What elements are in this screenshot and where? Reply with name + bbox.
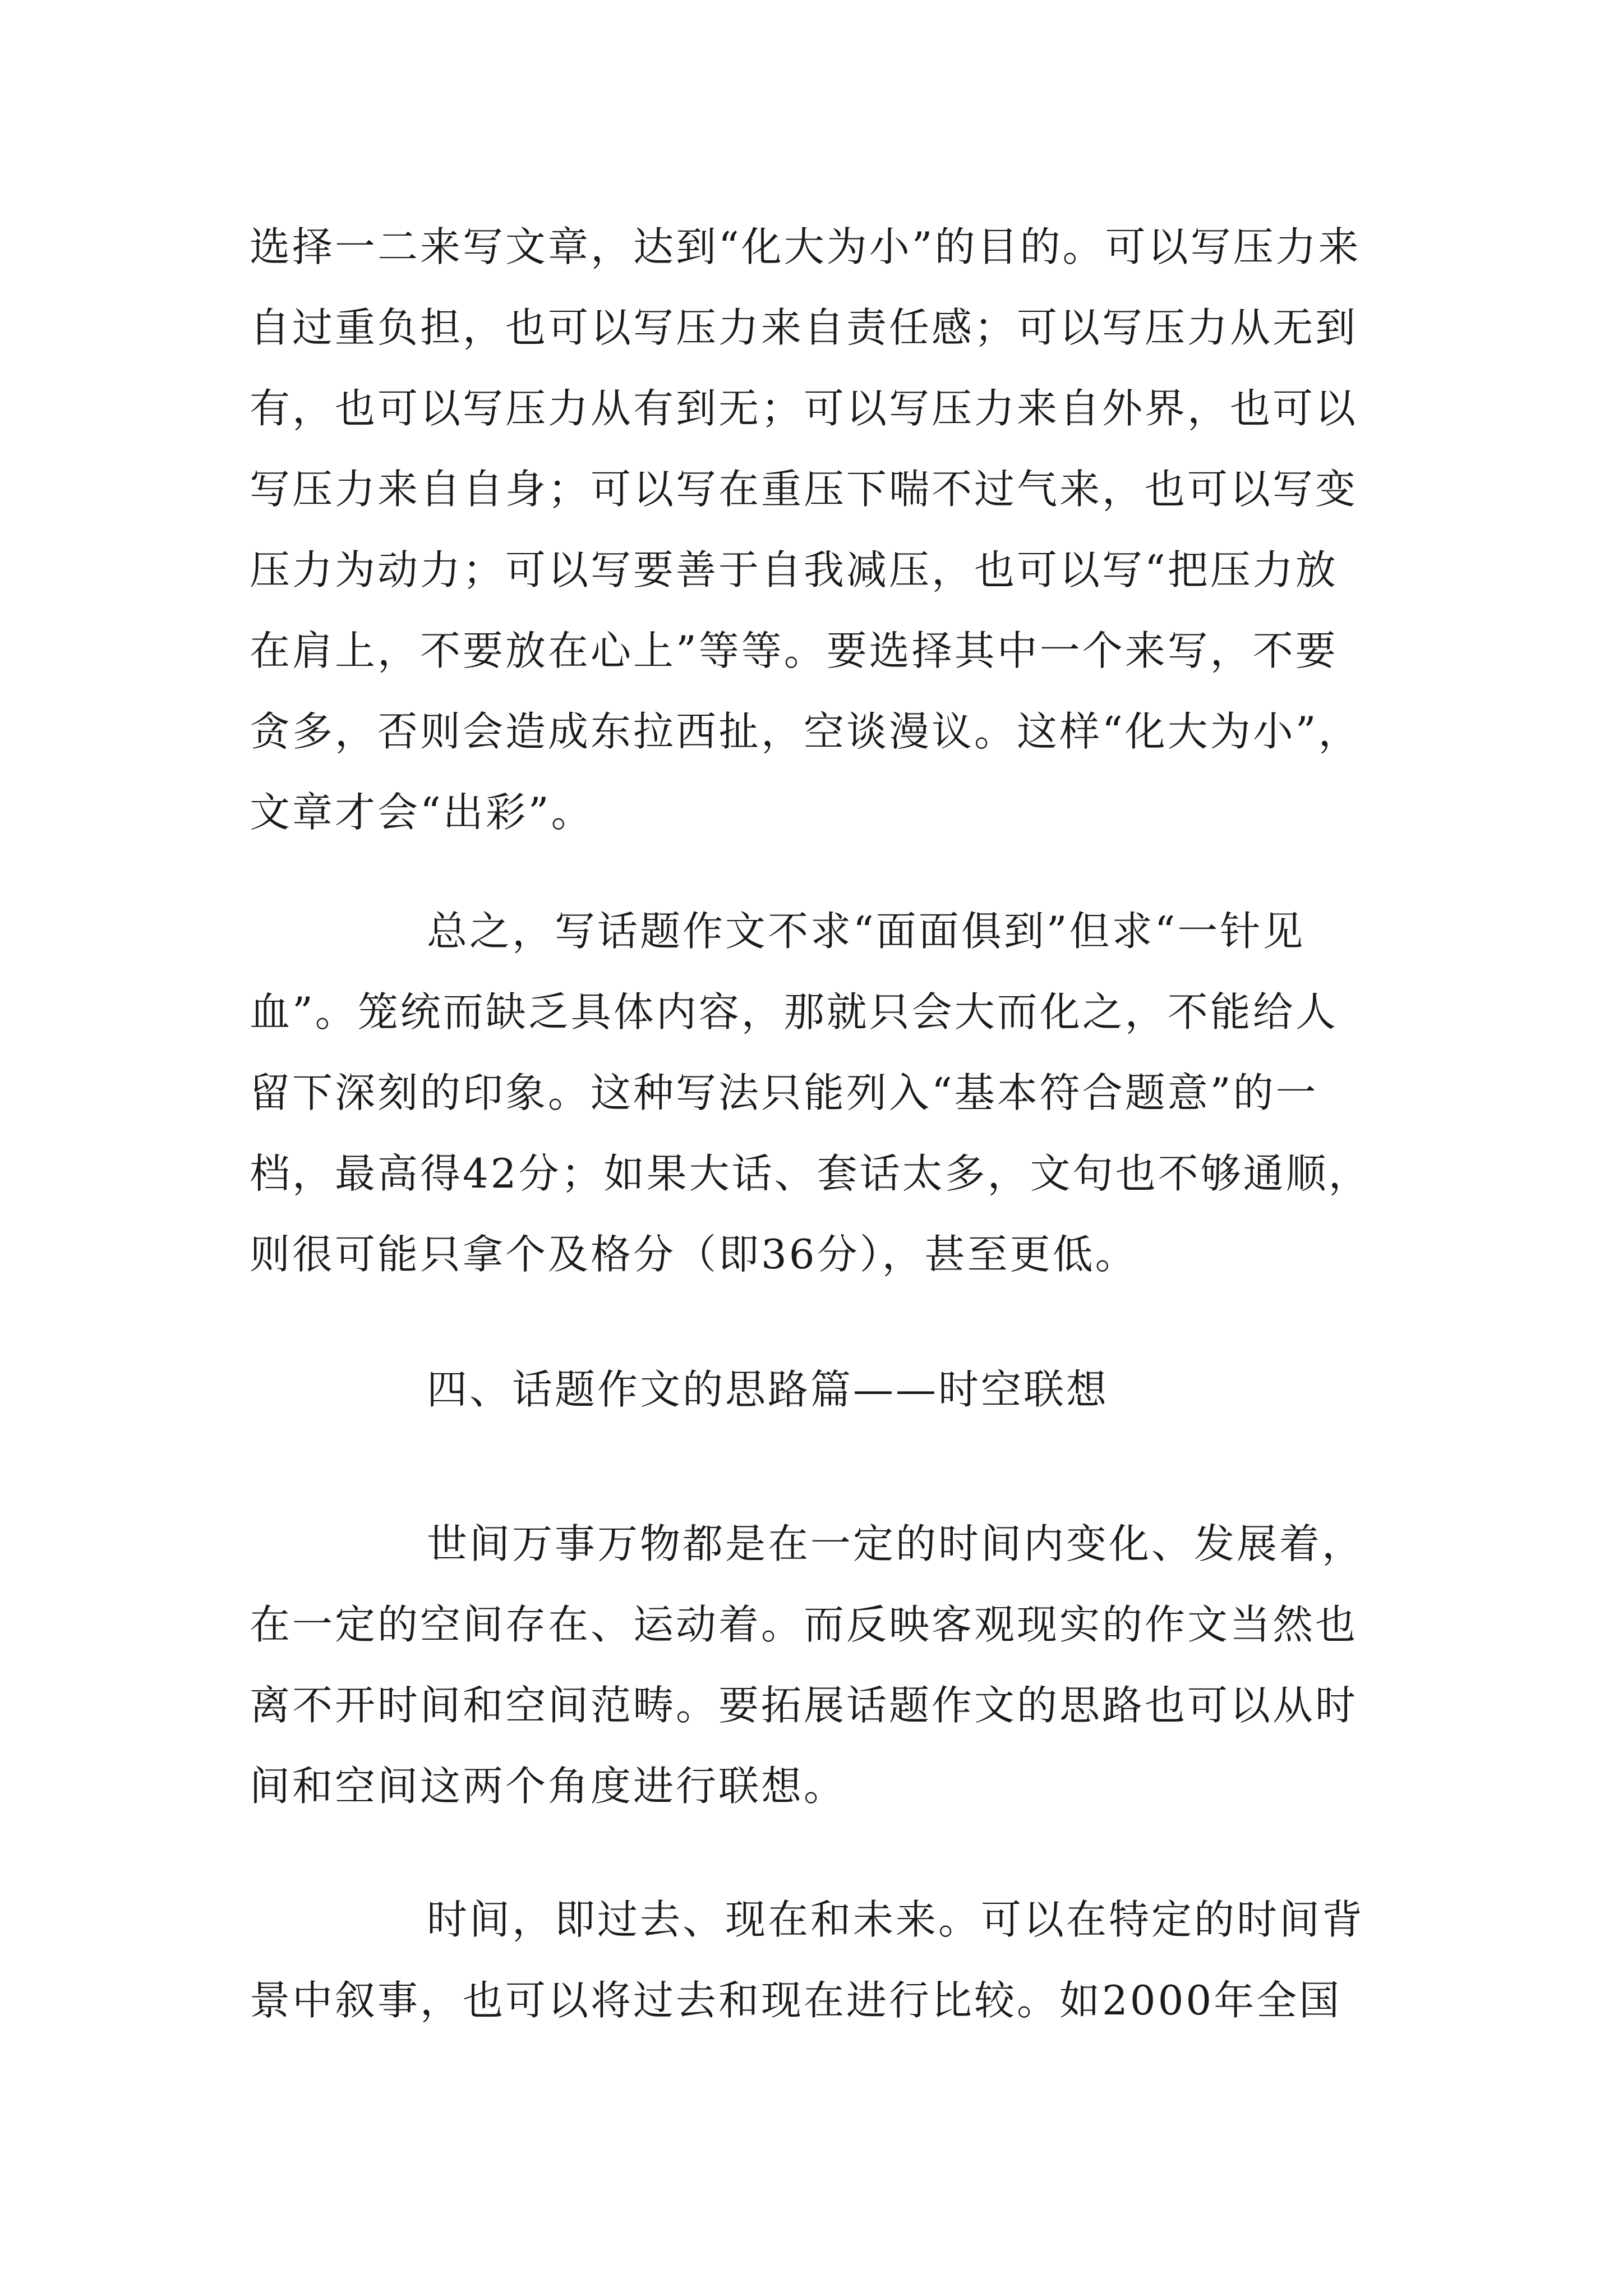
paragraph-space-time: 世间万事万物都是在一定的时间内变化、发展着，在一定的空间存在、运动着。而反映客观现实的作文当然也离不开时间和空间范畴。要拓展话题作文的思路也可以从时间和空间这两个角度进行联想。: [250, 1520, 1365, 1810]
paragraph-summary: 总之，写话题作文不求“面面俱到”但求“一针见血”。笼统而缺乏具体内容，那就只会大而化之，不能给人留下深刻的印象。这种写法只能列入“基本符合题意”的一档，最高得42分；如果大话、套话太多，文句也不够通顺，则很可能只拿个及格分（即36分），甚至更低。: [250, 908, 1371, 1278]
section-heading: 四、话题作文的思路篇——时空联想: [427, 1366, 1109, 1413]
paragraph-time: 时间，即过去、现在和未来。可以在特定的时间背景中叙事，也可以将过去和现在进行比较。如2000年全国: [250, 1896, 1365, 2024]
paragraph-continuation: 选择一二来写文章，达到“化大为小”的目的。可以写压力来自过重负担，也可以写压力来自责任感；可以写压力从无到有，也可以写压力从有到无；可以写压力来自外界，也可以写压力来自自身；可以写在重压下喘不过气来，也可以写变压力为动力；可以写要善于自我减压，也可以写“把压力放在肩上，不要放在心上”等等。要选择其中一个来写，不要贪多，否则会造成东拉西扯，空谈漫议。这样“化大为小”，文章才会“出彩”。: [250, 223, 1361, 836]
